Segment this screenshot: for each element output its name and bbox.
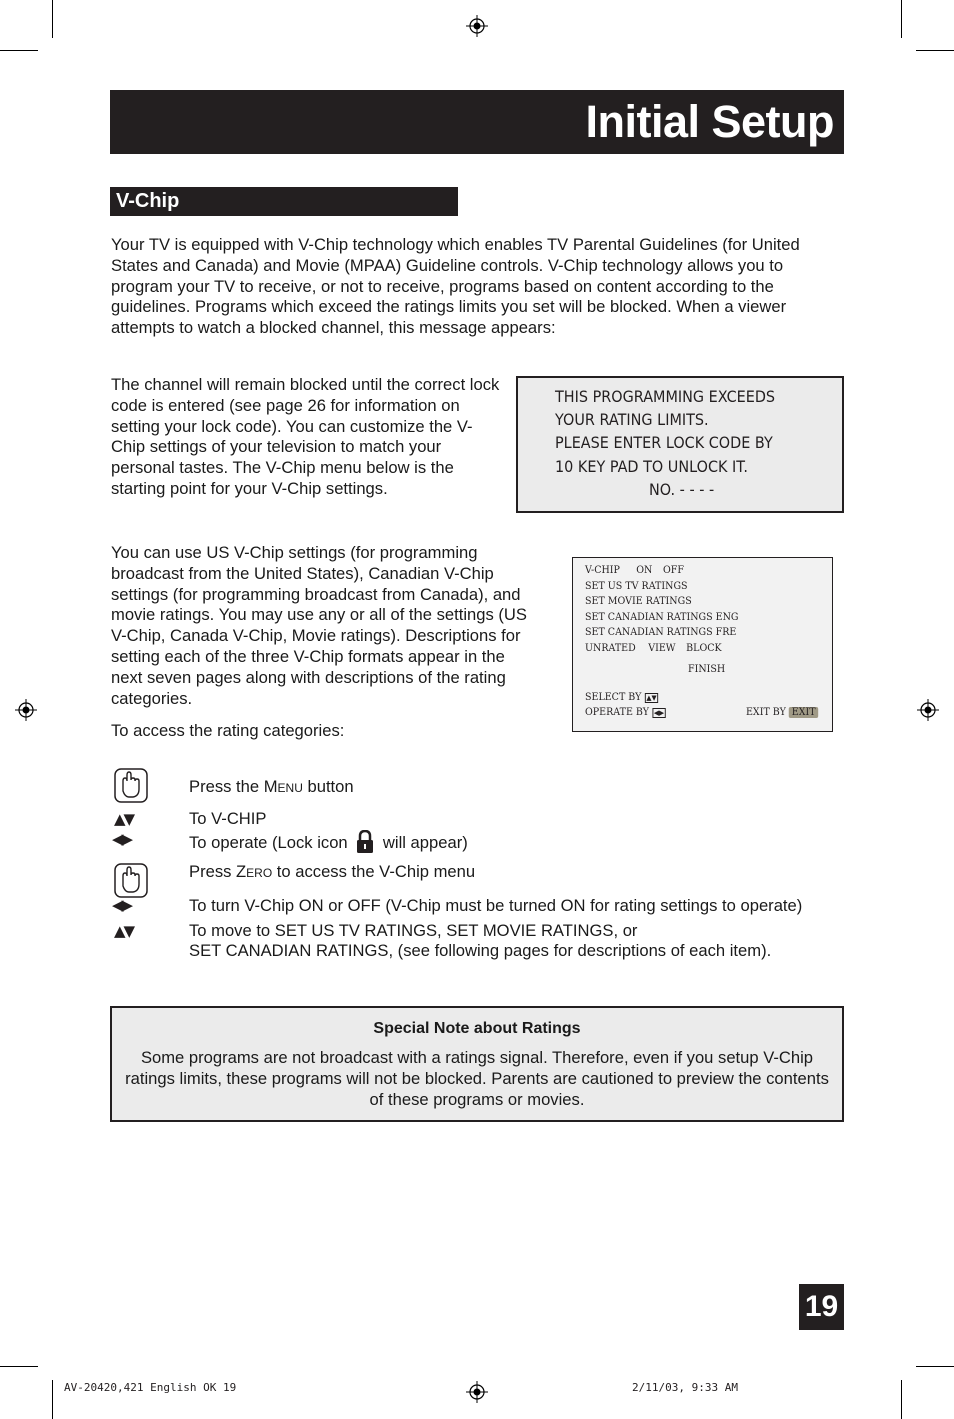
osd-select-by: SELECT BY (585, 692, 642, 703)
step-move-to-line2: SET CANADIAN RATINGS, (see following pages for descriptions of each item). (189, 941, 772, 960)
registration-mark-icon (15, 699, 37, 721)
left-right-arrow-icon: ◀▶ (112, 830, 132, 848)
hand-press-icon (114, 862, 148, 898)
osd-menu-item: SET US TV RATINGS (585, 581, 688, 592)
intro-paragraph: Your TV is equipped with V-Chip technology which enables TV Parental Guidelines (for United States and Canada) and Movie (MPAA) Guideline controls. V-Chip technology allows you to program your TV to receive, or not to receive, programs based on content according to the guidelines. Programs which exceed the ratings limits you set will be blocked. When a viewer attempts to watch a blocked channel, this message appears: (111, 235, 800, 338)
crop-mark (916, 1366, 954, 1367)
lock-message-line: YOUR RATING LIMITS. (555, 410, 709, 429)
lock-message-line: 10 KEY PAD TO UNLOCK IT. (555, 457, 748, 476)
osd-unrated: UNRATED (585, 643, 636, 654)
usage-paragraph: You can use US V-Chip settings (for programming broadcast from the United States), Canadian V-Chip settings (for programming broadcast from Canada), and movie ratings. You may use any or all of the settings (US V-Chip, Canada V-Chip, Movie ratings). Descriptions for setting each of the three V-Chip formats appear in the next seven pages along with descriptions of the rating categories. (111, 543, 527, 708)
crop-mark (0, 50, 38, 51)
osd-menu-item: SET CANADIAN RATINGS ENG (585, 612, 739, 623)
crop-mark (52, 0, 53, 38)
left-right-key-icon: ◀▶ (653, 708, 665, 717)
crop-mark (916, 50, 954, 51)
crop-mark (0, 1366, 38, 1367)
step-turn-on-off: To turn V-Chip ON or OFF (V-Chip must be turned ON for rating settings to operate) (189, 896, 803, 915)
blocked-paragraph: The channel will remain blocked until the correct lock code is entered (see page 26 for information on setting your lock code). You can customize the V-Chip settings of your television to match your personal tastes. The V-Chip menu below is the starting point for your V-Chip settings. (111, 375, 500, 498)
lock-message-line: PLEASE ENTER LOCK CODE BY (555, 433, 773, 452)
up-down-key-icon: ▲▼ (646, 693, 657, 702)
access-label: To access the rating categories: (111, 721, 345, 740)
vchip-osd-menu (572, 557, 833, 732)
up-down-arrow-icon: ▲▼ (114, 922, 134, 940)
osd-finish: FINISH (688, 664, 726, 675)
footer-slug-right: 2/11/03, 9:33 AM (632, 1381, 738, 1394)
crop-mark (52, 1380, 53, 1419)
osd-on: ON (636, 565, 653, 576)
step-move-to-line1: To move to SET US TV RATINGS, SET MOVIE RATINGS, or (189, 921, 638, 940)
note-title: Special Note about Ratings (373, 1020, 581, 1037)
registration-mark-icon (917, 699, 939, 721)
exit-key: EXIT (789, 707, 818, 718)
step-to-operate: To operate (Lock icon will appear) (189, 830, 468, 854)
step-to-vchip: To V-CHIP (189, 809, 267, 828)
osd-menu-item: SET CANADIAN RATINGS FRE (585, 627, 737, 638)
registration-mark-icon (466, 15, 488, 37)
footer-slug-left: AV-20420,421 English OK 19 (64, 1381, 237, 1394)
up-down-arrow-icon: ▲▼ (114, 810, 134, 828)
lock-code-line: NO. - - - - (649, 480, 715, 499)
page-title: Initial Setup (585, 96, 834, 147)
section-title: V-Chip (116, 190, 180, 212)
osd-menu-item: SET MOVIE RATINGS (585, 596, 692, 607)
osd-block: BLOCK (686, 643, 722, 654)
note-body: Some programs are not broadcast with a ratings signal. Therefore, even if you setup V-Chip ratings limits, these programs will not be blocked. Parents are cautioned to preview the contents of these programs or movies. (125, 1048, 829, 1109)
hand-press-icon (114, 767, 148, 803)
section-bar (110, 187, 458, 216)
page-number: 19 (799, 1284, 844, 1330)
crop-mark (901, 0, 902, 38)
osd-exit-by: EXIT BY (746, 707, 786, 718)
osd-view: VIEW (648, 643, 676, 654)
registration-mark-icon (466, 1381, 488, 1403)
step-press-menu: Press the MENU button (189, 777, 354, 796)
lock-message-line: THIS PROGRAMMING EXCEEDS (555, 387, 776, 406)
osd-operate-by: OPERATE BY (585, 707, 649, 718)
special-note-box (110, 1006, 844, 1122)
crop-mark (901, 1380, 902, 1419)
lock-message-box (516, 376, 844, 513)
lock-icon (356, 830, 374, 854)
osd-off: OFF (662, 565, 684, 576)
header-bar (110, 90, 844, 154)
osd-vchip-label: V-CHIP (585, 565, 620, 576)
left-right-arrow-icon: ◀▶ (112, 896, 132, 914)
step-press-zero: Press ZERO to access the V-Chip menu (189, 862, 476, 881)
